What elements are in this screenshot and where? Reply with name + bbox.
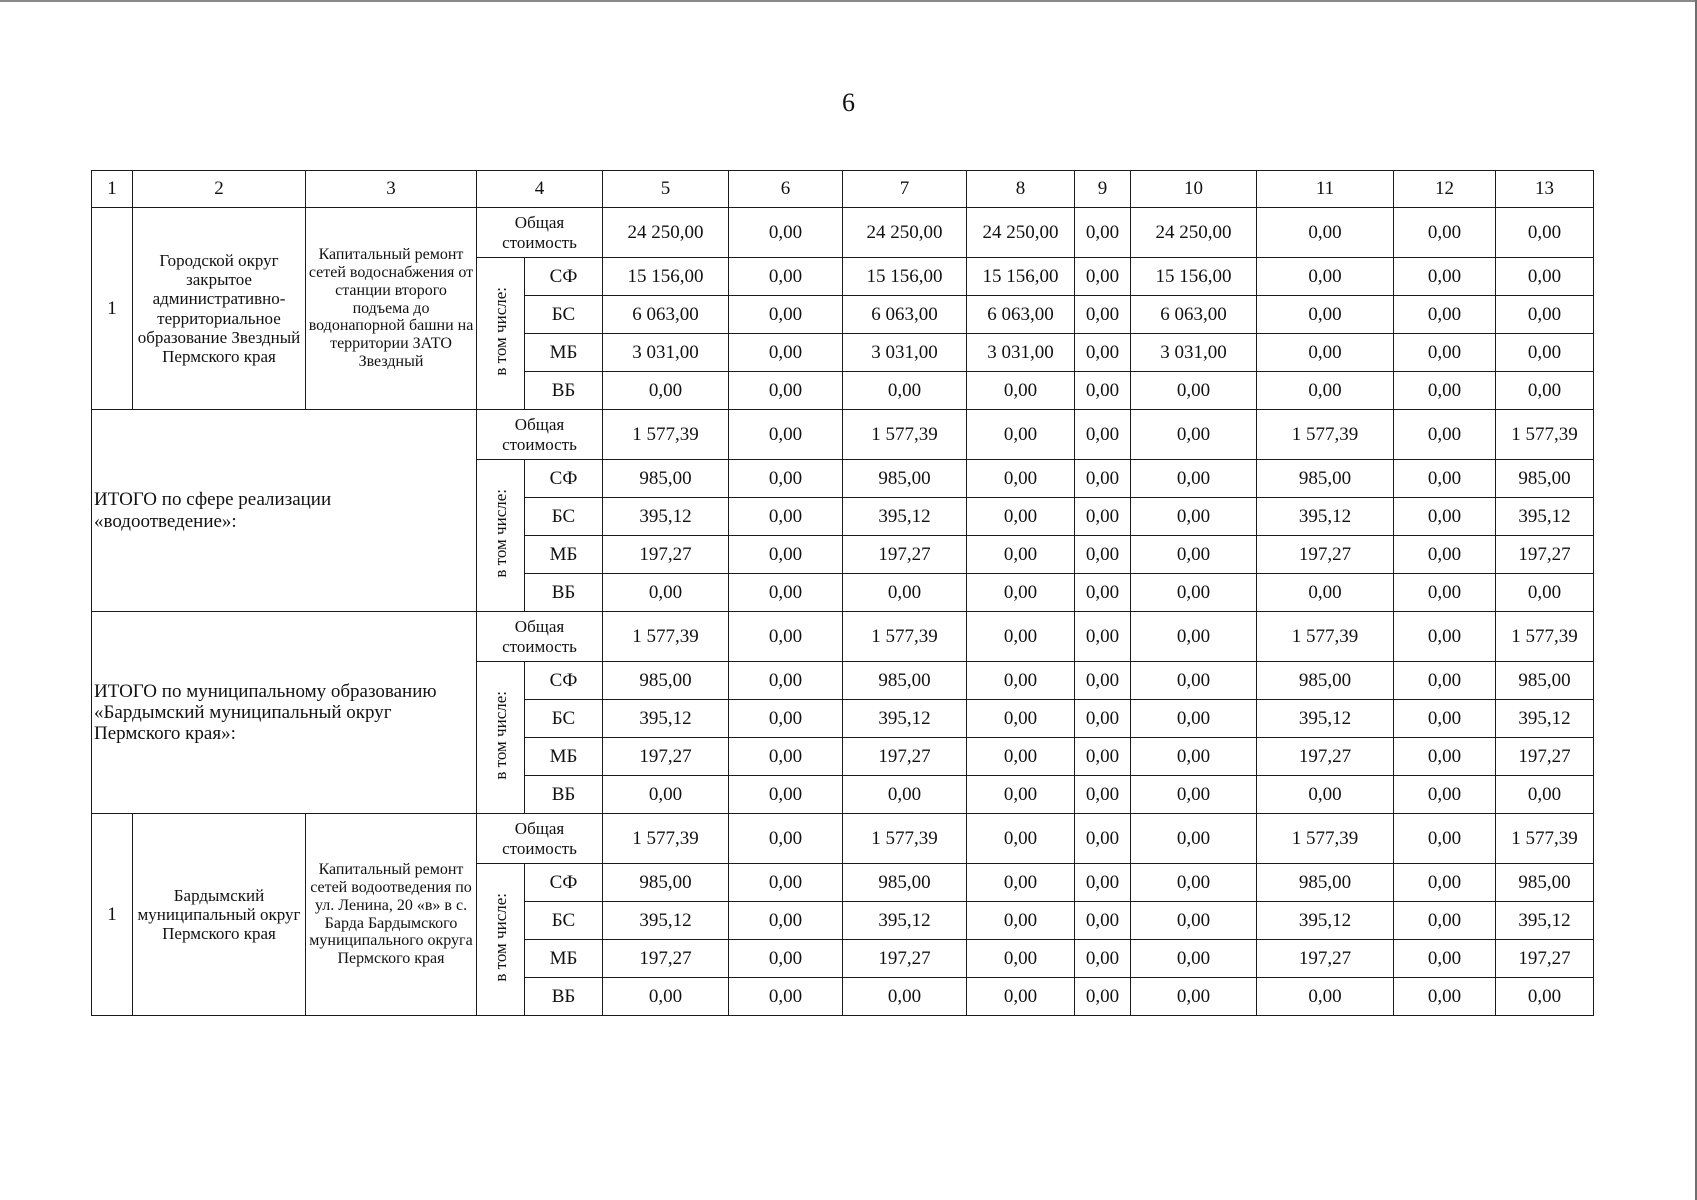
value-cell: 0,00 — [1075, 814, 1131, 864]
value-cell: 0,00 — [1394, 814, 1496, 864]
value-cell: 0,00 — [729, 776, 843, 814]
value-cell: 0,00 — [1394, 296, 1496, 334]
value-cell: 0,00 — [729, 612, 843, 662]
value-cell: 0,00 — [729, 700, 843, 738]
value-cell: 0,00 — [729, 498, 843, 536]
itogo-label: ИТОГО по сфере реализации «водоотведение»: — [92, 410, 477, 612]
value-cell: 0,00 — [1075, 700, 1131, 738]
value-cell: 985,00 — [1257, 864, 1394, 902]
value-cell: 0,00 — [1075, 372, 1131, 410]
object-description: Капитальный ремонт сетей водоснабжения от станции второго подъема до водонапорной башни на территории ЗАТО Звездный — [306, 208, 477, 410]
source-label: СФ — [525, 662, 603, 700]
value-cell: 0,00 — [1257, 574, 1394, 612]
value-cell: 0,00 — [729, 940, 843, 978]
value-cell: 24 250,00 — [843, 208, 967, 258]
value-cell: 0,00 — [1075, 776, 1131, 814]
value-cell: 0,00 — [1394, 738, 1496, 776]
value-cell: 6 063,00 — [1131, 296, 1257, 334]
source-label: ВБ — [525, 372, 603, 410]
col-header: 13 — [1496, 171, 1594, 208]
table-body — [92, 171, 1594, 1016]
value-cell: 0,00 — [1394, 574, 1496, 612]
value-cell: 0,00 — [967, 776, 1075, 814]
value-cell: 985,00 — [1496, 864, 1594, 902]
value-cell: 197,27 — [1496, 940, 1594, 978]
source-label: МБ — [525, 940, 603, 978]
value-cell: 0,00 — [967, 662, 1075, 700]
value-cell: 0,00 — [729, 662, 843, 700]
value-cell: 0,00 — [1075, 208, 1131, 258]
total-cost-label: Общая стоимость — [477, 410, 603, 460]
value-cell: 0,00 — [1075, 334, 1131, 372]
value-cell: 0,00 — [967, 372, 1075, 410]
source-label: ВБ — [525, 978, 603, 1016]
section-total-row — [92, 410, 1594, 460]
source-label: СФ — [525, 864, 603, 902]
value-cell: 0,00 — [1394, 864, 1496, 902]
value-cell: 0,00 — [1394, 940, 1496, 978]
value-cell: 0,00 — [729, 864, 843, 902]
value-cell: 1 577,39 — [1257, 612, 1394, 662]
value-cell: 197,27 — [843, 536, 967, 574]
row-number: 1 — [92, 208, 133, 410]
value-cell: 197,27 — [1257, 536, 1394, 574]
value-cell: 985,00 — [1257, 460, 1394, 498]
value-cell: 0,00 — [1394, 460, 1496, 498]
value-cell: 0,00 — [1075, 460, 1131, 498]
including-text: в том числе: — [490, 488, 510, 578]
value-cell: 0,00 — [603, 776, 729, 814]
value-cell: 0,00 — [1131, 978, 1257, 1016]
section-total-row — [92, 814, 1594, 864]
value-cell: 1 577,39 — [1257, 814, 1394, 864]
value-cell: 395,12 — [843, 700, 967, 738]
value-cell: 395,12 — [843, 902, 967, 940]
value-cell: 0,00 — [1394, 258, 1496, 296]
value-cell: 0,00 — [1394, 334, 1496, 372]
value-cell: 395,12 — [603, 700, 729, 738]
value-cell: 0,00 — [1075, 902, 1131, 940]
value-cell: 0,00 — [1131, 410, 1257, 460]
section-total-row — [92, 208, 1594, 258]
value-cell: 0,00 — [603, 372, 729, 410]
source-label: ВБ — [525, 574, 603, 612]
value-cell: 0,00 — [967, 700, 1075, 738]
value-cell: 197,27 — [603, 536, 729, 574]
value-cell: 985,00 — [603, 864, 729, 902]
value-cell: 1 577,39 — [1496, 410, 1594, 460]
value-cell: 0,00 — [1257, 978, 1394, 1016]
value-cell: 0,00 — [1075, 536, 1131, 574]
value-cell: 24 250,00 — [967, 208, 1075, 258]
section-total-row — [92, 612, 1594, 662]
financing-table — [91, 170, 1594, 1016]
value-cell: 0,00 — [967, 978, 1075, 1016]
value-cell: 0,00 — [1496, 258, 1594, 296]
value-cell: 0,00 — [967, 460, 1075, 498]
col-header: 10 — [1131, 171, 1257, 208]
value-cell: 0,00 — [1394, 662, 1496, 700]
including-text: в том числе: — [490, 892, 510, 982]
value-cell: 0,00 — [1075, 738, 1131, 776]
value-cell: 0,00 — [729, 460, 843, 498]
value-cell: 6 063,00 — [967, 296, 1075, 334]
value-cell: 24 250,00 — [1131, 208, 1257, 258]
col-header: 2 — [133, 171, 306, 208]
value-cell: 0,00 — [603, 574, 729, 612]
value-cell: 0,00 — [1131, 776, 1257, 814]
total-cost-label: Общая стоимость — [477, 612, 603, 662]
col-header: 6 — [729, 171, 843, 208]
value-cell: 0,00 — [1131, 814, 1257, 864]
value-cell: 0,00 — [843, 776, 967, 814]
value-cell: 395,12 — [1257, 498, 1394, 536]
value-cell: 0,00 — [1496, 372, 1594, 410]
value-cell: 0,00 — [1257, 372, 1394, 410]
value-cell: 0,00 — [967, 536, 1075, 574]
value-cell: 0,00 — [967, 410, 1075, 460]
value-cell: 0,00 — [1131, 738, 1257, 776]
value-cell: 197,27 — [1257, 738, 1394, 776]
value-cell: 0,00 — [1075, 662, 1131, 700]
value-cell: 0,00 — [1131, 372, 1257, 410]
value-cell: 0,00 — [603, 978, 729, 1016]
value-cell: 0,00 — [967, 940, 1075, 978]
value-cell: 0,00 — [1394, 372, 1496, 410]
municipality-name: Бардымский муниципальный округ Пермского края — [133, 814, 306, 1016]
value-cell: 0,00 — [1075, 940, 1131, 978]
value-cell: 0,00 — [1075, 410, 1131, 460]
value-cell: 0,00 — [1394, 978, 1496, 1016]
value-cell: 197,27 — [603, 940, 729, 978]
value-cell: 1 577,39 — [843, 612, 967, 662]
value-cell: 1 577,39 — [1496, 814, 1594, 864]
source-label: СФ — [525, 258, 603, 296]
value-cell: 395,12 — [1257, 700, 1394, 738]
value-cell: 0,00 — [967, 498, 1075, 536]
value-cell: 0,00 — [1394, 536, 1496, 574]
value-cell: 1 577,39 — [603, 410, 729, 460]
value-cell: 0,00 — [1257, 258, 1394, 296]
value-cell: 0,00 — [1394, 776, 1496, 814]
col-header: 12 — [1394, 171, 1496, 208]
value-cell: 0,00 — [1496, 208, 1594, 258]
value-cell: 197,27 — [603, 738, 729, 776]
value-cell: 0,00 — [729, 208, 843, 258]
value-cell: 395,12 — [603, 902, 729, 940]
value-cell: 0,00 — [729, 978, 843, 1016]
value-cell: 24 250,00 — [603, 208, 729, 258]
total-cost-label: Общая стоимость — [477, 208, 603, 258]
source-label: ВБ — [525, 776, 603, 814]
value-cell: 0,00 — [1075, 612, 1131, 662]
value-cell: 0,00 — [1075, 978, 1131, 1016]
value-cell: 0,00 — [1394, 902, 1496, 940]
value-cell: 3 031,00 — [603, 334, 729, 372]
value-cell: 3 031,00 — [843, 334, 967, 372]
value-cell: 0,00 — [1131, 574, 1257, 612]
source-label: МБ — [525, 334, 603, 372]
col-header: 3 — [306, 171, 477, 208]
value-cell: 0,00 — [1131, 662, 1257, 700]
value-cell: 0,00 — [1394, 498, 1496, 536]
value-cell: 395,12 — [1496, 700, 1594, 738]
col-header: 8 — [967, 171, 1075, 208]
value-cell: 0,00 — [1131, 460, 1257, 498]
source-label: МБ — [525, 738, 603, 776]
value-cell: 0,00 — [967, 738, 1075, 776]
value-cell: 15 156,00 — [843, 258, 967, 296]
value-cell: 0,00 — [729, 738, 843, 776]
including-label — [477, 662, 525, 814]
value-cell: 0,00 — [967, 864, 1075, 902]
value-cell: 0,00 — [729, 814, 843, 864]
including-label — [477, 258, 525, 410]
value-cell: 0,00 — [843, 574, 967, 612]
source-label: БС — [525, 902, 603, 940]
value-cell: 0,00 — [729, 334, 843, 372]
value-cell: 395,12 — [603, 498, 729, 536]
value-cell: 3 031,00 — [1131, 334, 1257, 372]
value-cell: 0,00 — [1131, 940, 1257, 978]
value-cell: 0,00 — [729, 902, 843, 940]
value-cell: 0,00 — [967, 902, 1075, 940]
value-cell: 0,00 — [1131, 700, 1257, 738]
value-cell: 1 577,39 — [1496, 612, 1594, 662]
value-cell: 0,00 — [1394, 208, 1496, 258]
value-cell: 0,00 — [1394, 612, 1496, 662]
value-cell: 6 063,00 — [603, 296, 729, 334]
total-cost-label: Общая стоимость — [477, 814, 603, 864]
col-header: 1 — [92, 171, 133, 208]
itogo-label: ИТОГО по муниципальному образованию «Бардымский муниципальный округ Пермского края»: — [92, 612, 477, 814]
source-label: БС — [525, 498, 603, 536]
source-label: МБ — [525, 536, 603, 574]
source-label: БС — [525, 700, 603, 738]
including-label — [477, 460, 525, 612]
value-cell: 395,12 — [1257, 902, 1394, 940]
value-cell: 0,00 — [1131, 612, 1257, 662]
value-cell: 395,12 — [843, 498, 967, 536]
value-cell: 197,27 — [1496, 536, 1594, 574]
value-cell: 985,00 — [1496, 662, 1594, 700]
value-cell: 0,00 — [843, 372, 967, 410]
value-cell: 0,00 — [729, 258, 843, 296]
including-label — [477, 864, 525, 1016]
value-cell: 0,00 — [1496, 296, 1594, 334]
value-cell: 0,00 — [967, 612, 1075, 662]
page-number: 6 — [842, 88, 855, 117]
value-cell: 0,00 — [1131, 498, 1257, 536]
value-cell: 0,00 — [1257, 208, 1394, 258]
including-text: в том числе: — [490, 286, 510, 376]
value-cell: 1 577,39 — [603, 612, 729, 662]
value-cell: 0,00 — [1075, 258, 1131, 296]
value-cell: 0,00 — [729, 372, 843, 410]
value-cell: 0,00 — [1075, 296, 1131, 334]
value-cell: 0,00 — [1496, 776, 1594, 814]
col-header: 9 — [1075, 171, 1131, 208]
value-cell: 6 063,00 — [843, 296, 967, 334]
col-header: 7 — [843, 171, 967, 208]
value-cell: 985,00 — [1257, 662, 1394, 700]
value-cell: 0,00 — [1394, 410, 1496, 460]
value-cell: 197,27 — [843, 738, 967, 776]
value-cell: 0,00 — [1075, 498, 1131, 536]
value-cell: 395,12 — [1496, 902, 1594, 940]
value-cell: 0,00 — [1131, 864, 1257, 902]
value-cell: 0,00 — [729, 410, 843, 460]
col-header: 4 — [477, 171, 603, 208]
value-cell: 0,00 — [1131, 536, 1257, 574]
value-cell: 0,00 — [967, 574, 1075, 612]
value-cell: 1 577,39 — [843, 814, 967, 864]
value-cell: 985,00 — [843, 460, 967, 498]
value-cell: 0,00 — [1496, 334, 1594, 372]
value-cell: 0,00 — [1131, 902, 1257, 940]
value-cell: 197,27 — [843, 940, 967, 978]
value-cell: 197,27 — [1496, 738, 1594, 776]
value-cell: 0,00 — [1075, 574, 1131, 612]
row-number: 1 — [92, 814, 133, 1016]
value-cell: 0,00 — [1496, 574, 1594, 612]
value-cell: 985,00 — [1496, 460, 1594, 498]
value-cell: 395,12 — [1496, 498, 1594, 536]
value-cell: 985,00 — [603, 662, 729, 700]
value-cell: 0,00 — [843, 978, 967, 1016]
municipality-name: Городской округ закрытое административно-территориальное образование Звездный Пермского края — [133, 208, 306, 410]
value-cell: 1 577,39 — [603, 814, 729, 864]
value-cell: 15 156,00 — [967, 258, 1075, 296]
value-cell: 3 031,00 — [967, 334, 1075, 372]
value-cell: 0,00 — [729, 574, 843, 612]
value-cell: 0,00 — [967, 814, 1075, 864]
col-header: 11 — [1257, 171, 1394, 208]
value-cell: 0,00 — [1257, 334, 1394, 372]
value-cell: 0,00 — [729, 296, 843, 334]
value-cell: 15 156,00 — [603, 258, 729, 296]
scan-edge-top — [0, 0, 1697, 2]
value-cell: 0,00 — [1496, 978, 1594, 1016]
object-description: Капитальный ремонт сетей водоотведения по ул. Ленина, 20 «в» в с. Барда Бардымского муниципального округа Пермского края — [306, 814, 477, 1016]
value-cell: 985,00 — [603, 460, 729, 498]
value-cell: 985,00 — [843, 662, 967, 700]
value-cell: 0,00 — [729, 536, 843, 574]
value-cell: 985,00 — [843, 864, 967, 902]
value-cell: 1 577,39 — [843, 410, 967, 460]
value-cell: 0,00 — [1257, 296, 1394, 334]
source-label: БС — [525, 296, 603, 334]
source-label: СФ — [525, 460, 603, 498]
including-text: в том числе: — [490, 690, 510, 780]
value-cell: 197,27 — [1257, 940, 1394, 978]
value-cell: 0,00 — [1394, 700, 1496, 738]
column-number-row — [92, 171, 1594, 208]
value-cell: 0,00 — [1257, 776, 1394, 814]
col-header: 5 — [603, 171, 729, 208]
value-cell: 1 577,39 — [1257, 410, 1394, 460]
value-cell: 15 156,00 — [1131, 258, 1257, 296]
value-cell: 0,00 — [1075, 864, 1131, 902]
